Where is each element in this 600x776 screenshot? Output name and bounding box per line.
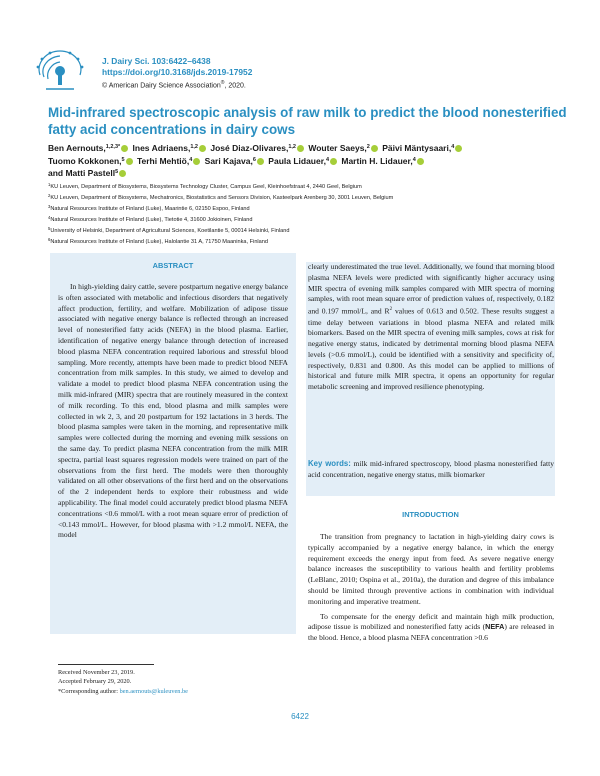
author-affiliation-marker: 5 (121, 156, 125, 163)
affiliation-text: University of Helsinki, Department of Agricultural Sciences, Koetilantie 5, 00014 Helsinki, Finland (50, 227, 290, 234)
intro-paragraph: To compensate for the energy deficit and maintain high milk production, adipose tissue is mobilized and nonesterified fatty acids (NEFA) are released in the blood. Hence, a blood plasma NEFA concentration >0.6 (308, 611, 554, 643)
affiliation-text: KU Leuven, Department of Biosystems, Mechatronics, Biostatistics and Sensors Division, Kasteelpark Arenberg 30, 3001 Leuven, Belgium (50, 194, 394, 201)
affiliation-item (48, 214, 568, 225)
author-name: José Diaz-Olivares, (210, 143, 289, 153)
affiliation-number: 2 (48, 192, 51, 198)
footnote-divider (58, 664, 154, 665)
orcid-icon[interactable] (121, 145, 128, 152)
doi-link[interactable]: https://doi.org/10.3168/jds.2019-17952 (102, 67, 253, 77)
affiliation-list (48, 181, 568, 246)
author-name: Sari Kajava, (204, 155, 253, 166)
orcid-icon[interactable] (257, 158, 264, 165)
affiliation-item (48, 203, 568, 214)
author-email-link[interactable]: ben.aernouts@kuleuven.be (119, 687, 188, 695)
abstract-text-continued: clearly underestimated the true level. Additionally, we found that morning blood plasma NEFA levels were predicted with significantly higher accuracy using MIR spectra of evening milk samples compared with MIR spectra of morning samples, with root mean square error of prediction values of, respectively, 0.182 and 0.197 mmol/L, and $R^2$ values of 0.613 and 0.502. These results suggest a time delay between variations in blood plasma NEFA and related milk biomarkers. Based on the MIR spectra of evening milk samples, cows at risk for negative energy status, indicated by detrimental morning blood plasma NEFA levels (>0.6 mmol/L), could be identified with a sensitivity and specificity of, respectively, 0.831 and 0.800. As this model can be applied to millions of historical and future milk MIR spectra, it opens an opportunity for regular metabolic screening and improved resilience phenotyping. (308, 262, 554, 392)
footnotes (58, 668, 288, 696)
affiliation-number: 4 (48, 214, 51, 220)
author-affiliation-marker: 4 (451, 144, 455, 150)
keywords-label: Key words: (308, 459, 351, 468)
author-name: Tuomo Kokkonen, (48, 155, 122, 166)
author-name: Päivi Mäntysaari, (382, 143, 452, 153)
copyright-notice: © American Dairy Science Association®, 2020. (102, 80, 246, 90)
author-affiliation-marker: 2 (366, 144, 370, 150)
author-list (48, 142, 568, 180)
author-name: Wouter Saeys, (308, 143, 367, 153)
corresponding-author: *Corresponding author: ben.aernouts@kuleuven.be (58, 687, 188, 695)
introduction-text (308, 532, 554, 648)
author-name: Terhi Mehtiö, (136, 155, 190, 166)
orcid-icon[interactable] (193, 158, 200, 165)
author-affiliation-marker: 1,2 (288, 144, 296, 150)
keywords-text: milk mid-infrared spectroscopy, blood plasma nonesterified fatty acid concentration, negative energy status, milk biomarker (308, 459, 554, 479)
journal-logo (32, 45, 92, 95)
affiliation-text: KU Leuven, Department of Biosystems, Biosystems Technology Cluster, Campus Geel, Kleinhoefstraat 4, 2440 Geel, Belgium (50, 184, 362, 190)
author-affiliation-marker: 4 (412, 156, 416, 163)
author-affiliation-marker: 4 (189, 156, 193, 163)
orcid-icon[interactable] (297, 145, 304, 152)
affiliation-text: Natural Resources Institute of Finland (Luke), Maarintie 6, 02150 Espoo, Finland (50, 205, 250, 212)
author-name: Martin H. Lidauer, (341, 155, 413, 166)
affiliation-item (48, 181, 568, 192)
orcid-icon[interactable] (199, 145, 206, 152)
author-name: Ines Adriaens, (132, 143, 191, 153)
affiliation-number: 6 (48, 236, 51, 242)
author-affiliation-marker: 5 (115, 169, 119, 175)
orcid-icon[interactable] (119, 170, 126, 177)
author-name: Paula Lidauer, (268, 155, 326, 166)
journal-info (102, 56, 422, 91)
orcid-icon[interactable] (126, 158, 133, 165)
affiliation-number: 5 (48, 225, 51, 231)
affiliation-text: Natural Resources Institute of Finland (Luke), Halolantie 31 A, 71750 Maaninka, Finland (50, 238, 269, 245)
author-affiliation-marker: 4 (325, 156, 329, 163)
author-affiliation-marker: 1,2 (190, 144, 198, 150)
intro-paragraph: The transition from pregnancy to lactation in high-yielding dairy cows is typically accompanied by a negative energy balance, in which the energy requirement exceeds the energy input from feed. As severe negative energy balance increases the susceptibility to various health and fertility problems (LeBlanc, 2010; Ospina et al., 2010a), the duration and degree of this imbalance should be limited through preventive actions in combination with individual monitoring and imperative treatment. (308, 532, 554, 606)
abstract-text: In high-yielding dairy cattle, severe postpartum negative energy balance is often associated with metabolic and infectious disorders that negatively affect production, fertility, and welfare. Mobilization of adipose tissue associated with negative energy balance is reflected through an increased level of nonesterified fatty acids (NEFA) in the blood plasma. Earlier, identification of negative energy balance through detection of increased blood plasma NEFA concentration required laborious and stressful blood sampling. More recently, attempts have been made to predict blood NEFA concentration from milk samples. In this study, we aimed to develop and validate a model to predict blood plasma NEFA concentration using the milk mid-infrared (MIR) spectra that are routinely measured in the context of milk recording. To this end, blood plasma and milk samples were collected in wk 2, 3, and 20 postpartum for 192 lactations in 3 herds. The blood plasma samples were taken in the morning, and representative milk samples were collected during the morning and evening milk sessions on the same day. To predict plasma NEFA concentration from the milk MIR spectra, partial least squares regression models were trained on part of the observations from the first herd. The models were then thoroughly validated on all other observations of the first herd and on the observations of the 2 independent herds to explore their robustness and wide applicability. The final model could accurately predict blood plasma NEFA concentrations <0.6 mmol/L with a root mean square error of prediction of <0.143 mmol/L. However, for blood plasma with >1.2 mmol/L NEFA, the model (58, 282, 289, 540)
journal-reference: J. Dairy Sci. 103:6422–6438 (102, 56, 211, 66)
author-affiliation-marker: 1,2,3* (105, 144, 121, 150)
page-number: 6422 (291, 712, 309, 721)
accepted-date: Accepted February 29, 2020. (58, 678, 132, 686)
affiliation-number: 1 (48, 182, 51, 187)
introduction-heading: INTRODUCTION (402, 510, 459, 519)
affiliation-item (48, 192, 568, 203)
keywords (308, 459, 554, 481)
orcid-icon[interactable] (455, 145, 462, 152)
author-name: Ben Aernouts, (48, 143, 106, 153)
affiliation-number: 3 (48, 203, 51, 209)
author-name: and Matti Pastell (48, 168, 116, 178)
affiliation-text: Natural Resources Institute of Finland (Luke), Tietotie 4, 31600 Jokioinen, Finland (50, 216, 253, 223)
affiliation-item (48, 236, 568, 247)
orcid-icon[interactable] (417, 158, 424, 165)
paper-title: Mid-infrared spectroscopic analysis of raw milk to predict the blood nonesterified fatty acid concentrations in dairy cows (48, 105, 567, 137)
orcid-icon[interactable] (371, 145, 378, 152)
received-date: Received November 23, 2019. (58, 669, 135, 676)
author-affiliation-marker: 6 (252, 156, 256, 163)
affiliation-item (48, 225, 568, 236)
orcid-icon[interactable] (330, 158, 337, 165)
abstract-heading: ABSTRACT (152, 261, 194, 270)
